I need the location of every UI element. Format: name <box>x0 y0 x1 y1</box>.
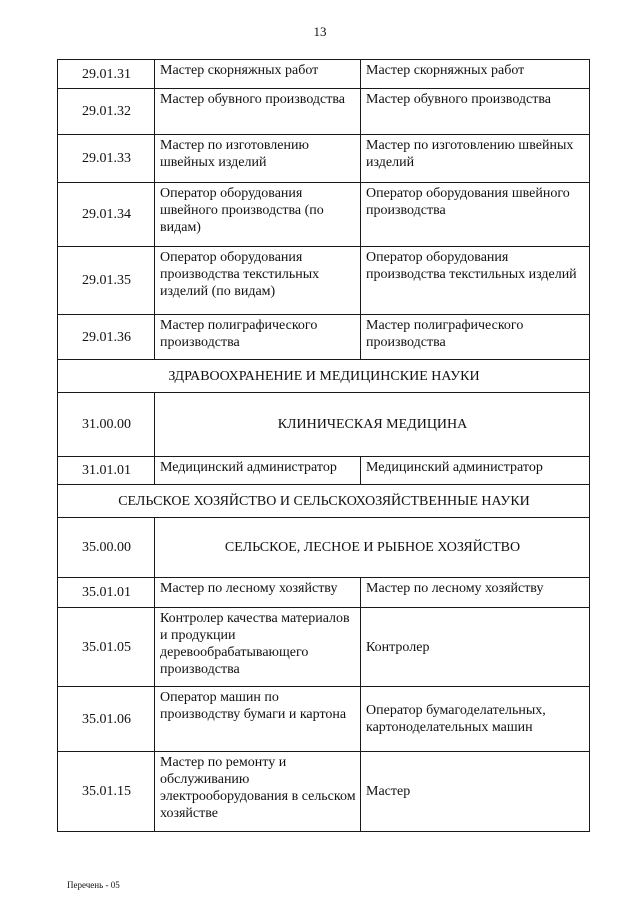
table-row <box>58 608 590 687</box>
profession-cell: Медицинский администратор <box>155 457 361 485</box>
section-heading: СЕЛЬСКОЕ ХОЗЯЙСТВО И СЕЛЬСКОХОЗЯЙСТВЕННЫЕ НАУКИ <box>58 485 590 518</box>
section-heading: ЗДРАВООХРАНЕНИЕ И МЕДИЦИНСКИЕ НАУКИ <box>58 360 590 393</box>
table-row <box>58 752 590 832</box>
group-heading: КЛИНИЧЕСКАЯ МЕДИЦИНА <box>155 393 590 457</box>
profession-cell: Оператор оборудования производства текстильных изделий (по видам) <box>155 247 361 315</box>
profession-cell: Мастер скорняжных работ <box>155 60 361 89</box>
group-code-cell: 35.00.00 <box>58 518 155 578</box>
table-row <box>58 135 590 183</box>
section-row <box>58 485 590 518</box>
qualification-cell: Мастер скорняжных работ <box>361 60 590 89</box>
code-cell: 35.01.01 <box>58 578 155 608</box>
profession-cell: Оператор оборудования швейного производства (по видам) <box>155 183 361 247</box>
code-cell: 29.01.36 <box>58 315 155 360</box>
qualification-cell: Оператор оборудования швейного производства <box>361 183 590 247</box>
table-row <box>58 89 590 135</box>
table-row <box>58 183 590 247</box>
code-cell: 35.01.15 <box>58 752 155 832</box>
code-cell: 35.01.05 <box>58 608 155 687</box>
qualification-cell: Мастер полиграфического производства <box>361 315 590 360</box>
table-row <box>58 247 590 315</box>
qualification-cell: Контролер <box>361 608 590 687</box>
qualification-cell: Медицинский администратор <box>361 457 590 485</box>
page-number: 13 <box>313 24 327 39</box>
code-cell: 29.01.35 <box>58 247 155 315</box>
table-row <box>58 60 590 89</box>
qualification-cell: Мастер обувного производства <box>361 89 590 135</box>
qualification-cell: Мастер по изготовлению швейных изделий <box>361 135 590 183</box>
table-row <box>58 315 590 360</box>
group-heading: СЕЛЬСКОЕ, ЛЕСНОЕ И РЫБНОЕ ХОЗЯЙСТВО <box>155 518 590 578</box>
code-cell: 29.01.34 <box>58 183 155 247</box>
code-cell: 29.01.31 <box>58 60 155 89</box>
qualification-cell: Мастер <box>361 752 590 832</box>
profession-cell: Оператор машин по производству бумаги и картона <box>155 687 361 752</box>
group-code-cell: 31.00.00 <box>58 393 155 457</box>
code-cell: 29.01.33 <box>58 135 155 183</box>
profession-cell: Мастер полиграфического производства <box>155 315 361 360</box>
qualification-cell: Мастер по лесному хозяйству <box>361 578 590 608</box>
profession-cell: Мастер по ремонту и обслуживанию электрооборудования в сельском хозяйстве <box>155 752 361 832</box>
footer-note: Перечень - 05 <box>67 880 120 890</box>
code-cell: 29.01.32 <box>58 89 155 135</box>
profession-cell: Мастер обувного производства <box>155 89 361 135</box>
profession-cell: Мастер по лесному хозяйству <box>155 578 361 608</box>
code-cell: 31.01.01 <box>58 457 155 485</box>
code-cell: 35.01.06 <box>58 687 155 752</box>
profession-cell: Мастер по изготовлению швейных изделий <box>155 135 361 183</box>
qualification-cell: Оператор бумагоделательных, картоноделательных машин <box>361 687 590 752</box>
section-row <box>58 360 590 393</box>
table-row <box>58 687 590 752</box>
table-row <box>58 457 590 485</box>
profession-cell: Контролер качества материалов и продукции деревообрабатывающего производства <box>155 608 361 687</box>
professions-table <box>57 59 590 832</box>
group-row <box>58 518 590 578</box>
qualification-cell: Оператор оборудования производства текстильных изделий <box>361 247 590 315</box>
table-row <box>58 578 590 608</box>
group-row <box>58 393 590 457</box>
